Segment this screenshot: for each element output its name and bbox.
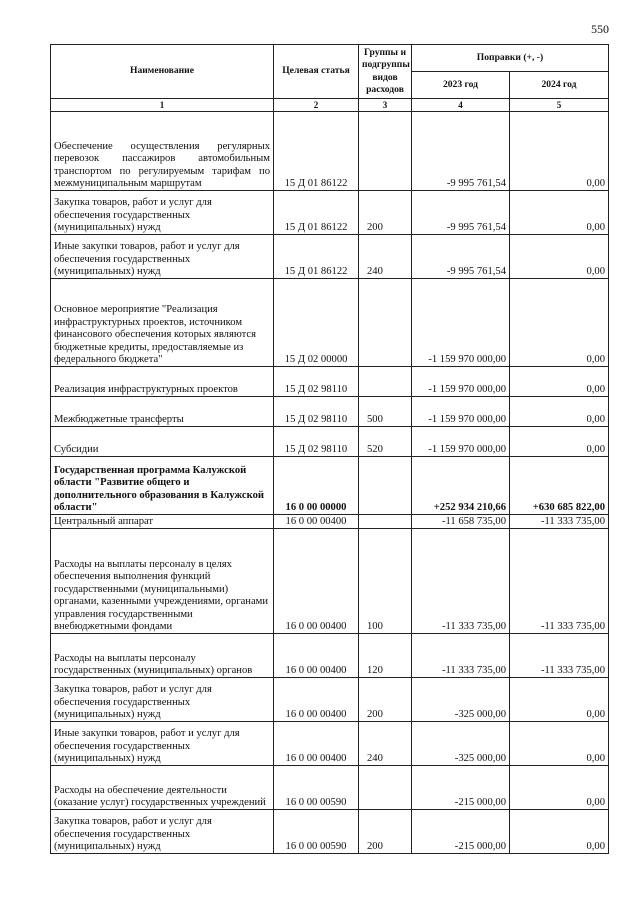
column-number: 4: [412, 99, 510, 112]
table-row: [51, 678, 609, 722]
column-number: 1: [51, 99, 274, 112]
row-name: Иные закупки товаров, работ и услуг для обеспечения государственных (муниципальных) нужд: [51, 235, 274, 279]
row-code: 15 Д 02 98110: [274, 397, 359, 427]
row-2023: -215 000,00: [412, 766, 510, 810]
column-number: 3: [359, 99, 412, 112]
row-group: [359, 279, 412, 367]
table-row: [51, 367, 609, 397]
row-code: 16 0 00 00400: [274, 722, 359, 766]
column-number: 2: [274, 99, 359, 112]
row-2023: -215 000,00: [412, 810, 510, 854]
header-year-2023: 2023 год: [412, 72, 510, 99]
row-2023: -9 995 761,54: [412, 112, 510, 191]
row-2024: -11 333 735,00: [510, 515, 609, 529]
row-code: 16 0 00 00400: [274, 515, 359, 529]
row-group: 240: [359, 235, 412, 279]
row-code: 16 0 00 00590: [274, 810, 359, 854]
header-name: Наименование: [51, 45, 274, 99]
table-row: [51, 529, 609, 634]
row-name: Реализация инфраструктурных проектов: [51, 367, 274, 397]
row-name: Межбюджетные трансферты: [51, 397, 274, 427]
header-corrections: Поправки (+, -): [412, 45, 609, 72]
row-group: [359, 515, 412, 529]
table-row: [51, 810, 609, 854]
row-group: [359, 766, 412, 810]
row-name: Субсидии: [51, 427, 274, 457]
row-code: 16 0 00 00000: [274, 457, 359, 515]
row-2024: 0,00: [510, 397, 609, 427]
row-2024: 0,00: [510, 722, 609, 766]
header-groups: Группы и подгруппы видов расходов: [359, 45, 412, 99]
column-numbers-row: [51, 99, 609, 112]
table-row: [51, 191, 609, 235]
page-number: 550: [591, 22, 609, 36]
row-group: 100: [359, 529, 412, 634]
header-article: Целевая статья: [274, 45, 359, 99]
row-code: 16 0 00 00400: [274, 678, 359, 722]
row-name: Закупка товаров, работ и услуг для обеспечения государственных (муниципальных) нужд: [51, 810, 274, 854]
row-2024: 0,00: [510, 810, 609, 854]
row-2023: -11 658 735,00: [412, 515, 510, 529]
table-row: [51, 515, 609, 529]
row-group: 200: [359, 810, 412, 854]
row-2024: +630 685 822,00: [510, 457, 609, 515]
header-row: [51, 45, 609, 72]
budget-table: [50, 44, 609, 854]
row-group: 200: [359, 191, 412, 235]
table-row: [51, 279, 609, 367]
row-2023: -1 159 970 000,00: [412, 279, 510, 367]
column-number: 5: [510, 99, 609, 112]
row-name: Основное мероприятие "Реализация инфраструктурных проектов, источником финансового обеспечения которых являются бюджетные кредиты, предоставляемые из федерального бюджета": [51, 279, 274, 367]
table-row-program: [51, 457, 609, 515]
row-2023: -325 000,00: [412, 722, 510, 766]
table-row: [51, 235, 609, 279]
row-code: 16 0 00 00590: [274, 766, 359, 810]
row-code: 15 Д 02 98110: [274, 367, 359, 397]
row-2023: -9 995 761,54: [412, 191, 510, 235]
row-code: 15 Д 01 86122: [274, 235, 359, 279]
row-2023: -1 159 970 000,00: [412, 397, 510, 427]
row-name: Государственная программа Калужской области "Развитие общего и дополнительного образования в Калужской области": [51, 457, 274, 515]
row-2023: -11 333 735,00: [412, 634, 510, 678]
row-2023: -325 000,00: [412, 678, 510, 722]
table-row: [51, 427, 609, 457]
row-code: 15 Д 02 98110: [274, 427, 359, 457]
row-name: Расходы на выплаты персоналу государственных (муниципальных) органов: [51, 634, 274, 678]
row-name: Центральный аппарат: [51, 515, 274, 529]
row-2024: 0,00: [510, 678, 609, 722]
row-2023: -1 159 970 000,00: [412, 427, 510, 457]
row-2024: 0,00: [510, 235, 609, 279]
row-name: Обеспечение осуществления регулярных перевозок пассажиров автомобильным транспортом по регулируемым тарифам по межмуниципальным маршрутам: [51, 112, 274, 191]
row-name: Закупка товаров, работ и услуг для обеспечения государственных (муниципальных) нужд: [51, 191, 274, 235]
row-name: Расходы на выплаты персоналу в целях обеспечения выполнения функций государственными (муниципальными) органами, казенными учреждениями, органами управления государственными внебюджетными фондами: [51, 529, 274, 634]
row-group: 520: [359, 427, 412, 457]
row-group: [359, 112, 412, 191]
row-group: 240: [359, 722, 412, 766]
table-row: [51, 634, 609, 678]
row-2024: 0,00: [510, 279, 609, 367]
row-2023: -1 159 970 000,00: [412, 367, 510, 397]
row-code: 16 0 00 00400: [274, 529, 359, 634]
row-group: 120: [359, 634, 412, 678]
row-2023: -11 333 735,00: [412, 529, 510, 634]
row-group: [359, 367, 412, 397]
row-2023: -9 995 761,54: [412, 235, 510, 279]
row-name: Иные закупки товаров, работ и услуг для обеспечения государственных (муниципальных) нужд: [51, 722, 274, 766]
header-year-2024: 2024 год: [510, 72, 609, 99]
row-code: 15 Д 01 86122: [274, 191, 359, 235]
table-row: [51, 397, 609, 427]
row-code: 16 0 00 00400: [274, 634, 359, 678]
row-2023: +252 934 210,66: [412, 457, 510, 515]
table-row: [51, 722, 609, 766]
row-group: [359, 457, 412, 515]
row-2024: -11 333 735,00: [510, 634, 609, 678]
row-code: 15 Д 02 00000: [274, 279, 359, 367]
row-group: 200: [359, 678, 412, 722]
row-2024: 0,00: [510, 112, 609, 191]
row-2024: 0,00: [510, 427, 609, 457]
row-group: 500: [359, 397, 412, 427]
row-2024: -11 333 735,00: [510, 529, 609, 634]
row-code: 15 Д 01 86122: [274, 112, 359, 191]
table-row: [51, 766, 609, 810]
row-2024: 0,00: [510, 367, 609, 397]
row-2024: 0,00: [510, 191, 609, 235]
table-row: [51, 112, 609, 191]
row-2024: 0,00: [510, 766, 609, 810]
row-name: Закупка товаров, работ и услуг для обеспечения государственных (муниципальных) нужд: [51, 678, 274, 722]
row-name: Расходы на обеспечение деятельности (оказание услуг) государственных учреждений: [51, 766, 274, 810]
